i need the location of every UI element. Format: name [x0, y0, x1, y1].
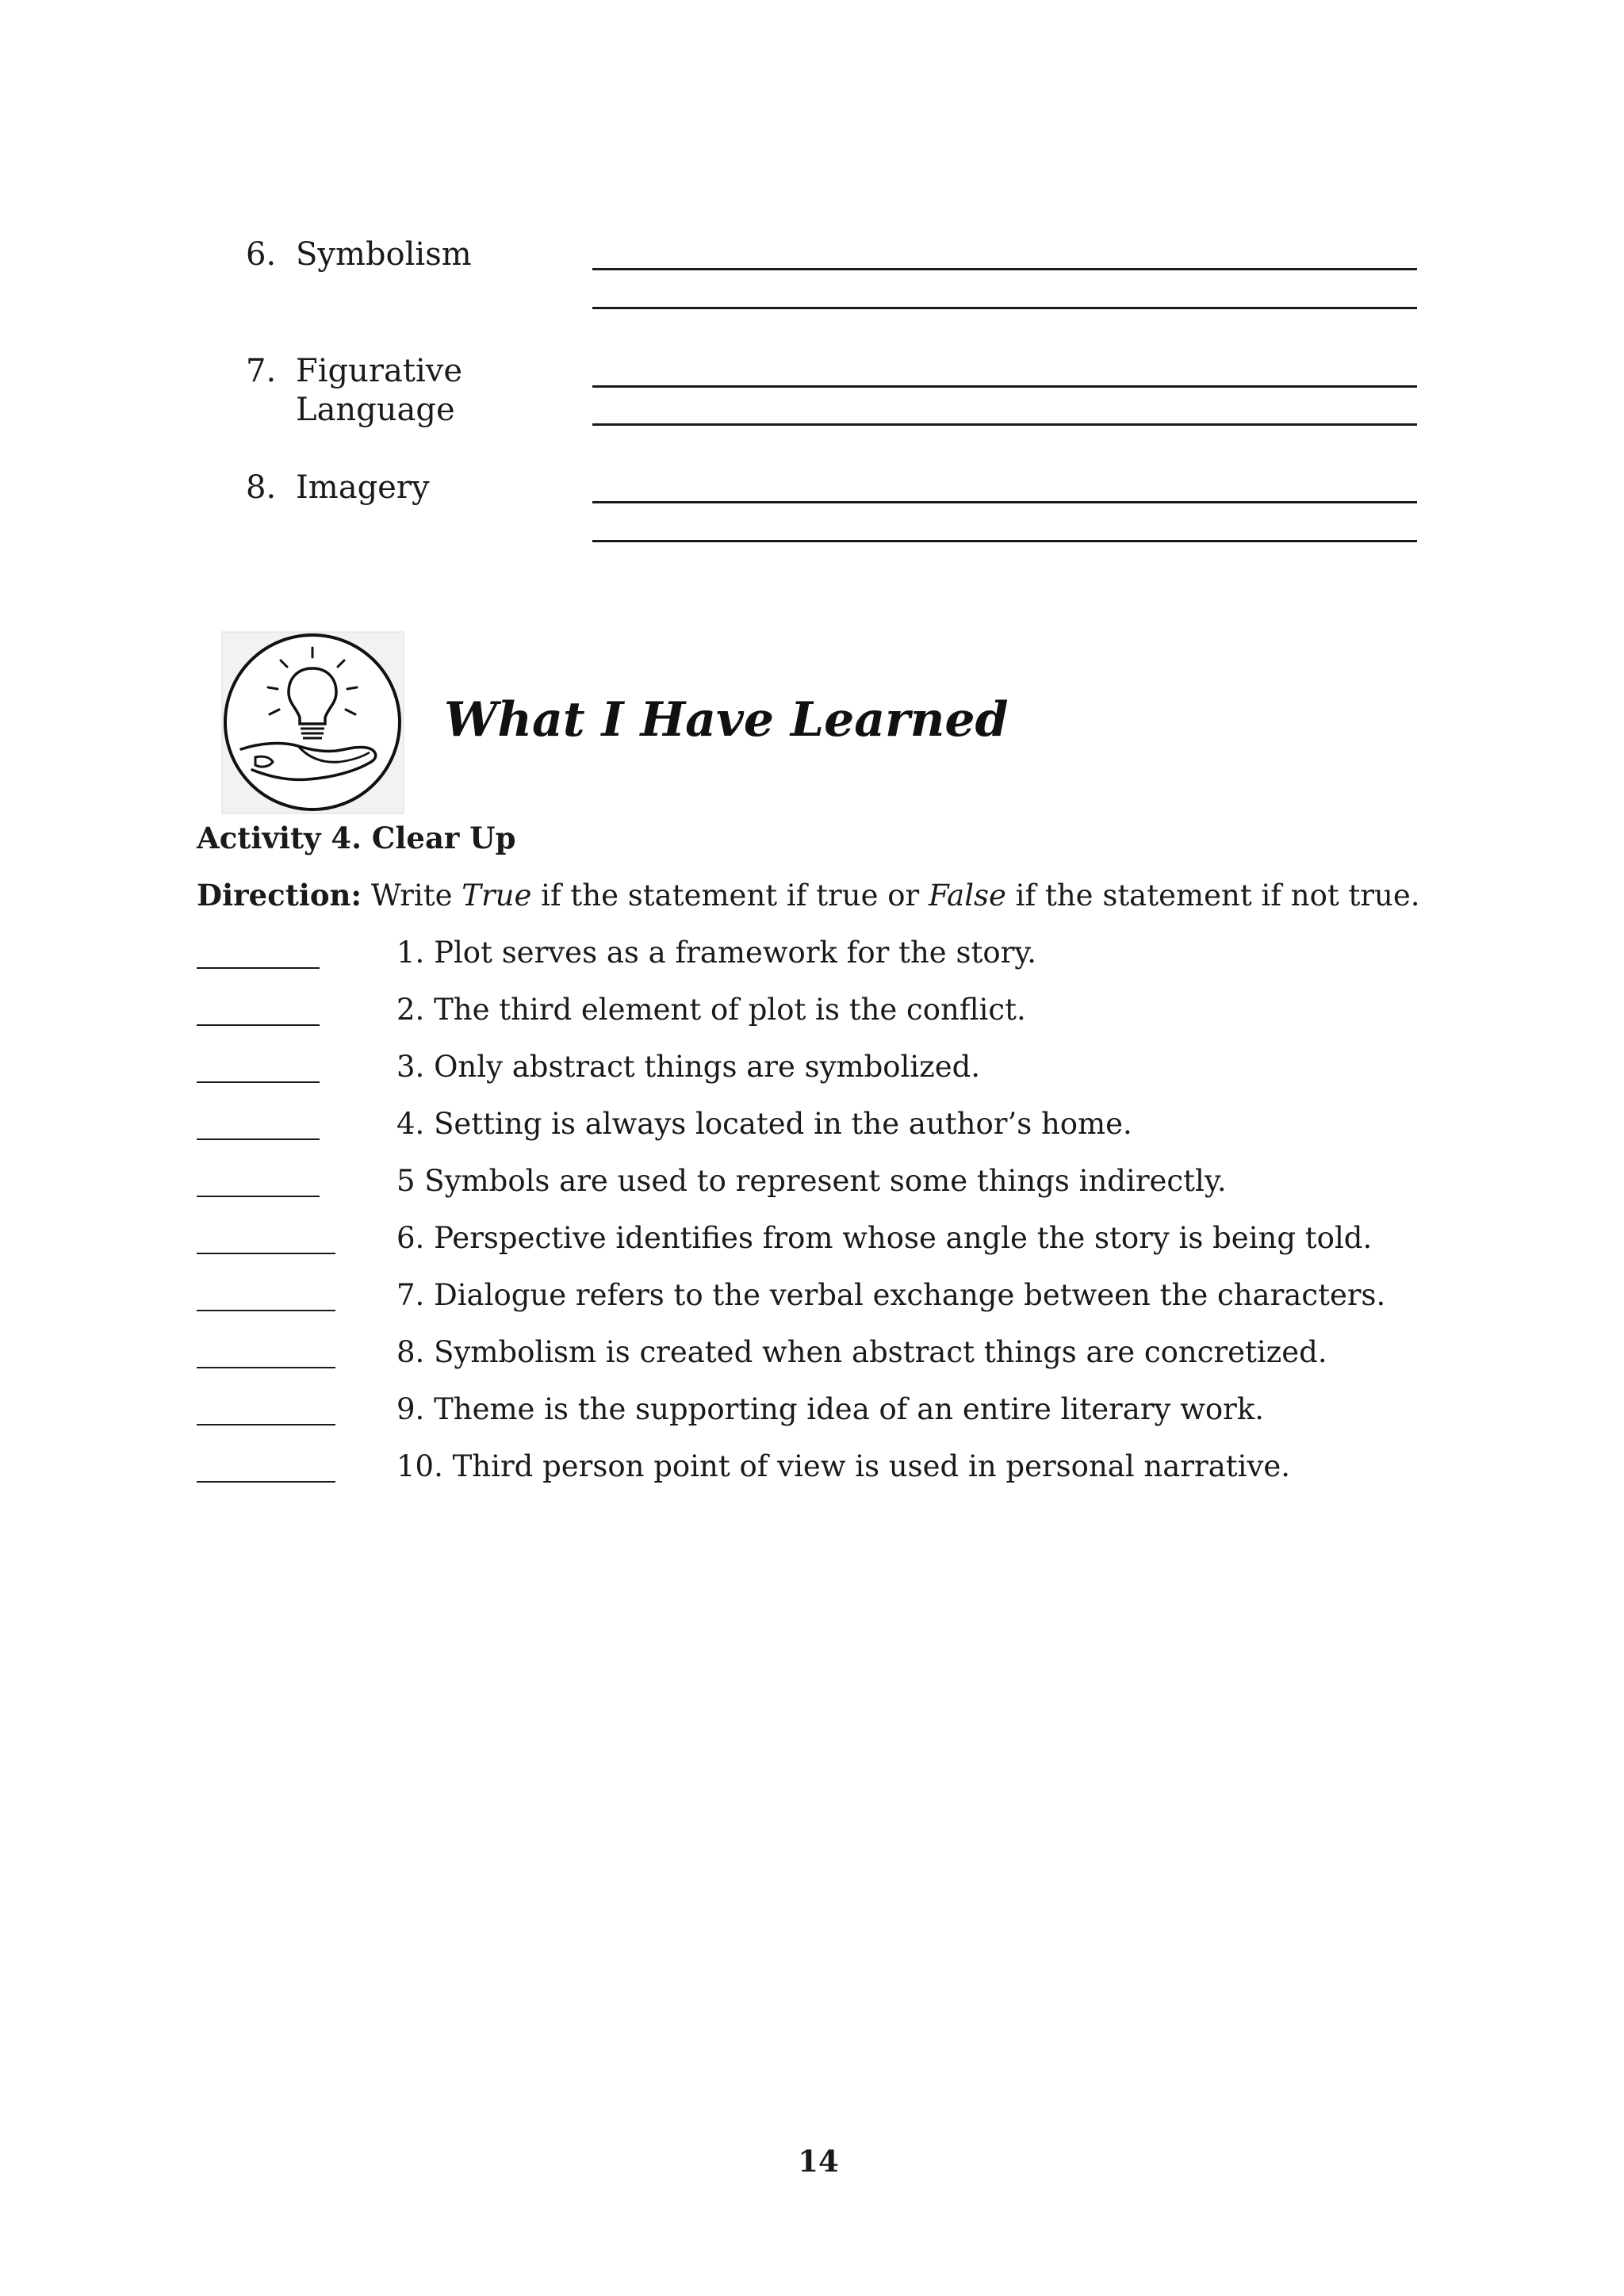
term-number: 6.	[246, 236, 277, 273]
list-item: 5 Symbols are used to represent some things indirectly.	[396, 1164, 1227, 1198]
term-label-line2: Language	[296, 392, 455, 428]
direction-pre: Write	[362, 878, 462, 913]
list-item: 1. Plot serves as a framework for the story.	[396, 936, 1037, 970]
list-item: 2. The third element of plot is the conflict.	[396, 993, 1026, 1027]
answer-blank[interactable]	[197, 967, 320, 969]
answer-line[interactable]	[592, 501, 1417, 503]
term-number: 8.	[246, 469, 277, 506]
answer-blank[interactable]	[197, 1138, 320, 1140]
answer-blank[interactable]	[197, 1424, 335, 1425]
answer-blank[interactable]	[197, 1024, 320, 1026]
answer-line[interactable]	[592, 540, 1417, 542]
term-label: Imagery	[296, 469, 430, 506]
direction-text	[197, 878, 1420, 913]
list-item: 9. Theme is the supporting idea of an entire literary work.	[396, 1392, 1265, 1426]
activity-title: Activity 4. Clear Up	[197, 821, 516, 855]
answer-blank[interactable]	[197, 1481, 335, 1483]
direction-true: True	[462, 878, 532, 913]
list-item: 3. Only abstract things are symbolized.	[396, 1050, 981, 1084]
page-number: 14	[798, 2144, 839, 2179]
term-number: 7.	[246, 353, 277, 389]
answer-line[interactable]	[592, 268, 1417, 270]
list-item: 8. Symbolism is created when abstract things are concretized.	[396, 1335, 1327, 1369]
answer-blank[interactable]	[197, 1310, 335, 1311]
answer-line[interactable]	[592, 385, 1417, 388]
section-title: What I Have Learned	[444, 692, 1009, 748]
direction-mid: if the statement if true or	[531, 878, 929, 913]
answer-line[interactable]	[592, 307, 1417, 309]
term-label: Figurative	[296, 353, 463, 389]
answer-blank[interactable]	[197, 1367, 335, 1368]
list-item: 6. Perspective identifies from whose angle the story is being told.	[396, 1221, 1373, 1255]
list-item: 4. Setting is always located in the author’s home.	[396, 1107, 1132, 1141]
lightbulb-in-hand-icon	[220, 630, 405, 815]
answer-blank[interactable]	[197, 1081, 320, 1083]
list-item: 7. Dialogue refers to the verbal exchange between the characters.	[396, 1278, 1386, 1312]
direction-label: Direction:	[197, 878, 362, 913]
term-label: Symbolism	[296, 236, 472, 273]
direction-false: False	[928, 878, 1006, 913]
answer-blank[interactable]	[197, 1253, 335, 1254]
direction-post: if the statement if not true.	[1005, 878, 1420, 913]
list-item: 10. Third person point of view is used in personal narrative.	[396, 1449, 1291, 1483]
answer-line[interactable]	[592, 423, 1417, 426]
answer-blank[interactable]	[197, 1196, 320, 1197]
